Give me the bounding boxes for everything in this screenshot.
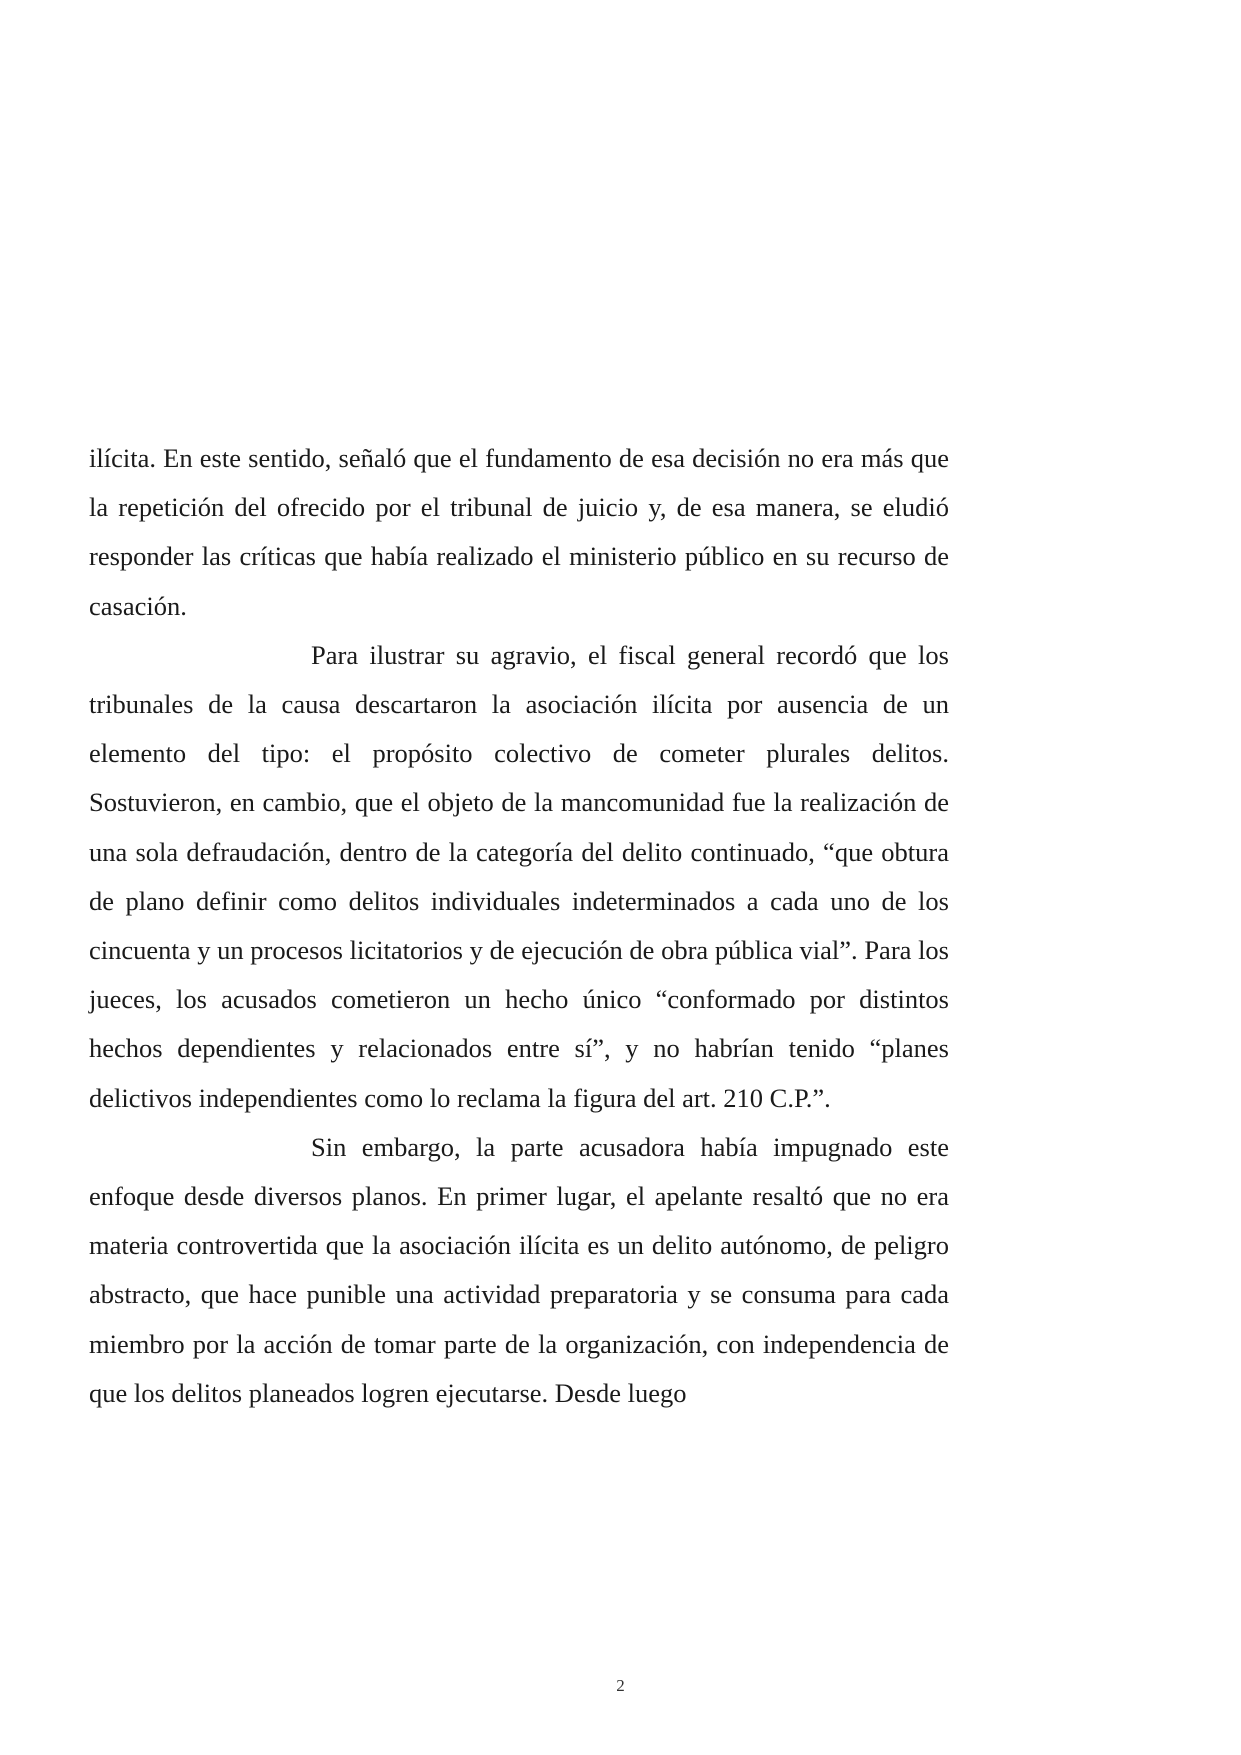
page-number: 2 xyxy=(616,1676,625,1695)
paragraph-continuation: ilícita. En este sentido, señaló que el fundamento de esa decisión no era más que la repetición del ofrecido por el tribunal de juicio y, de esa manera, se eludió responder las críticas que había realizado el ministerio público en su recurso de casación. xyxy=(89,443,949,621)
paragraph-parte-acusadora: Sin embargo, la parte acusadora había impugnado este enfoque desde diversos planos. En primer lugar, el apelante resaltó que no era materia controvertida que la asociación ilícita es un delito autónomo, de peligro abstracto, que hace punible una actividad preparatoria y se consuma para cada miembro por la acción de tomar parte de la organización, con independencia de que los delitos planeados logren ejecutarse. Desde luego xyxy=(89,1131,949,1408)
paragraph-fiscal-agravio: Para ilustrar su agravio, el fiscal general recordó que los tribunales de la causa descartaron la asociación ilícita por ausencia de un elemento del tipo: el propósito colectivo de cometer plurales delitos. Sostuvieron, en cambio, que el objeto de la mancomunidad fue la realización de una sola defraudación, dentro de la categoría del delito continuado, “que obtura de plano definir como delitos individuales indeterminados a cada uno de los cincuenta y un procesos licitatorios y de ejecución de obra pública vial”. Para los jueces, los acusados cometieron un hecho único “conformado por distintos hechos dependientes y relacionados entre sí”, y no habrían tenido “planes delictivos independientes como lo reclama la figura del art. 210 C.P.”. xyxy=(89,639,949,1113)
body-text xyxy=(89,434,949,1418)
